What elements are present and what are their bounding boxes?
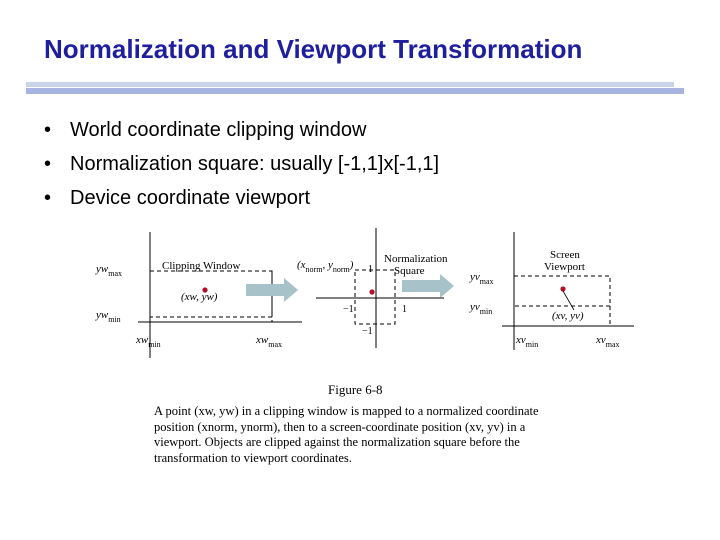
tick-one-top: 1: [368, 264, 373, 275]
tick-neg-one-bottom: −1: [362, 326, 373, 337]
bullet-dot-icon: •: [44, 119, 52, 141]
screen-label-line1: Screen: [550, 249, 580, 261]
norm-point: [369, 289, 374, 294]
viewport-point-label: (xv, yv): [552, 310, 584, 322]
figure-caption-title: Figure 6-8: [328, 382, 383, 397]
world-point-label: (xw, yw): [181, 291, 218, 303]
xwmin-label: $xw_{min}$: [136, 334, 161, 349]
arrow-norm-to-viewport: [402, 274, 454, 298]
bullet-text: Normalization square: usually [-1,1]x[-1,1]: [70, 153, 440, 175]
bullet-dot-icon: •: [44, 187, 52, 209]
ywmin-label: $yw_{min}$: [96, 309, 121, 324]
norm-label-line2: Square: [394, 265, 425, 277]
tick-neg-one-left: −1: [343, 304, 354, 315]
normalization-square-rect: [355, 270, 395, 324]
screen-label-line2: Viewport: [544, 261, 585, 273]
bullet-dot-icon: •: [44, 153, 52, 175]
yvmin-label: $yv_{min}$: [470, 301, 493, 316]
figure-caption-text: A point (xw, yw) in a clipping window is mapped to a normalized coordinate position (xnorm, ynorm), then to a screen-coordinate position (xv, yv) in a viewport. Objects are clipped against the normalization square before the transformation to viewport coordinates.: [154, 404, 539, 465]
tick-one-right: 1: [402, 304, 407, 315]
ywmax-label: $yw_{max}$: [96, 263, 123, 278]
slide-title: Normalization and Viewport Transformation: [44, 34, 583, 64]
viewport-point: [560, 286, 565, 291]
bullet-text: Device coordinate viewport: [70, 187, 311, 209]
xvmax-label: $xv_{max}$: [596, 334, 620, 349]
viewport-panel: [469, 232, 634, 350]
viewport-point-leader: [563, 291, 574, 310]
norm-point-label: ($x_{norm}$, $y_{norm}$): [297, 259, 354, 274]
norm-label-line1: Normalization: [384, 253, 448, 265]
yvmax-label: $yv_{max}$: [470, 271, 494, 286]
bullet-text: World coordinate clipping window: [70, 119, 367, 141]
xvmin-label: $xv_{min}$: [516, 334, 539, 349]
clipping-window-label: Clipping Window: [162, 260, 241, 272]
xwmax-label: $xw_{max}$: [256, 334, 283, 349]
